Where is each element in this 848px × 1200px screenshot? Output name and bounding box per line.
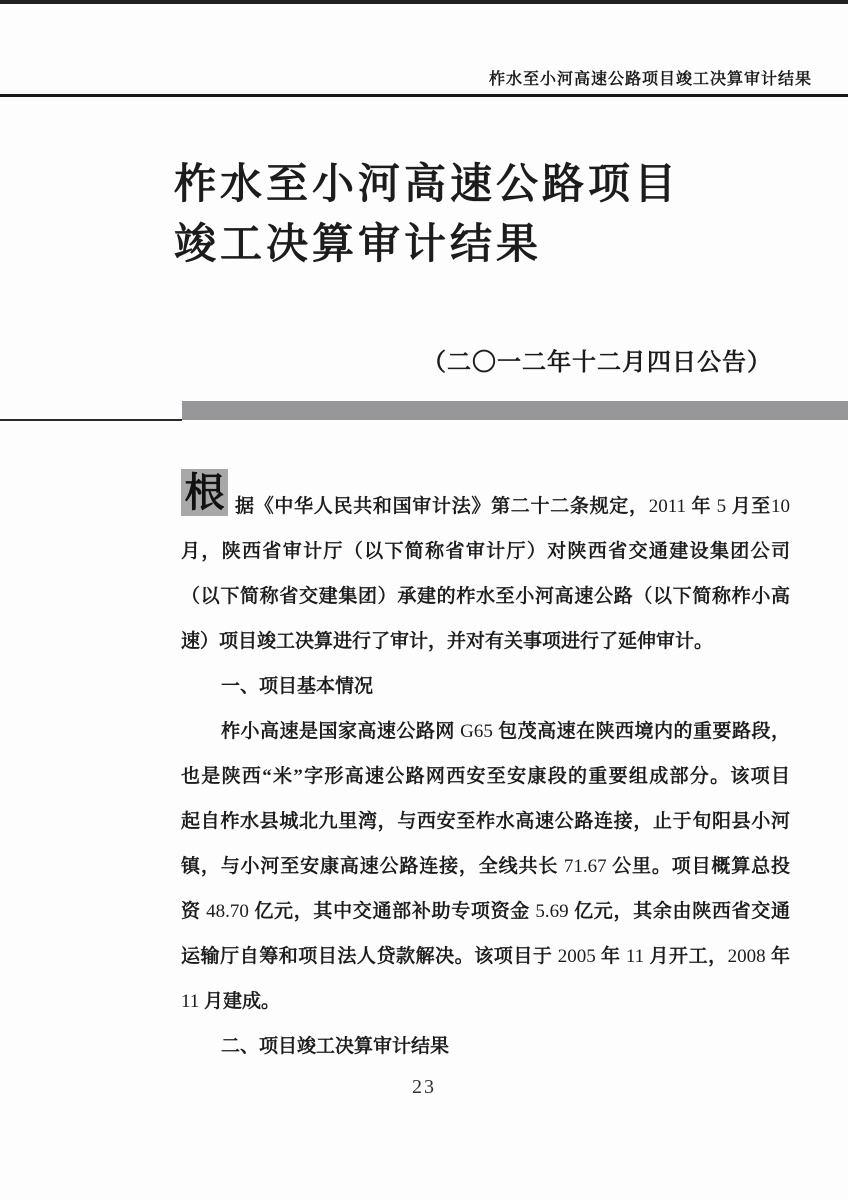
- body-line: （以下简称省交建集团）承建的柞水至小河高速公路（以下简称柞小高: [181, 586, 790, 607]
- drop-cap: 根: [181, 469, 228, 516]
- latin-text: 11: [181, 991, 200, 1012]
- document-title: [174, 155, 680, 275]
- document-title-line2: 竣工决算审计结果: [174, 222, 543, 268]
- latin-text: 71.67: [563, 856, 607, 877]
- body-line: 据《中华人民共和国审计法》第二十二条规定，2011 年 5 月至10: [235, 496, 790, 517]
- body-line: 资 48.70 亿元，其中交通部补助专项资金 5.69 亿元，其余由陕西省交通: [181, 901, 790, 922]
- body-line: 二、项目竣工决算审计结果: [221, 1036, 450, 1057]
- latin-text: 5.69: [535, 901, 569, 922]
- body-line: 柞小高速是国家高速公路网 G65 包茂高速在陕西境内的重要路段，: [221, 721, 790, 742]
- decorative-gray-band: [182, 401, 848, 420]
- body-line: 起自柞水县城北九里湾，与西安至柞水高速公路连接，止于旬阳县小河: [181, 811, 790, 832]
- body-line: 速）项目竣工决算进行了审计，并对有关事项进行了延伸审计。: [181, 631, 714, 652]
- announcement-date: （二〇一二年十二月四日公告）: [422, 350, 772, 376]
- body-line: 运输厅自筹和项目法人贷款解决。该项目于 2005 年 11 月开工，2008 年: [181, 946, 790, 967]
- latin-text: 11: [625, 946, 645, 967]
- body-line: 11 月建成。: [181, 991, 281, 1012]
- body-lines: [181, 484, 790, 1069]
- running-header-title: 柞水至小河高速公路项目竣工决算审计结果: [488, 71, 812, 88]
- header-rule: [0, 94, 848, 97]
- latin-text: G65: [460, 721, 493, 742]
- document-title-line1: 柞水至小河高速公路项目: [174, 162, 681, 208]
- decorative-thin-rule: [0, 419, 182, 421]
- latin-text: 10: [770, 496, 790, 517]
- latin-text: 2011: [648, 496, 687, 517]
- page-number: 23: [412, 1076, 436, 1098]
- latin-text: 2008: [727, 946, 766, 967]
- body-line: 也是陕西“米”字形高速公路网西安至安康段的重要组成部分。该项目: [181, 766, 790, 787]
- latin-text: 2005: [557, 946, 596, 967]
- page-top-border: [0, 0, 848, 4]
- body-line: 月，陕西省审计厅（以下简称省审计厅）对陕西省交通建设集团公司: [181, 541, 790, 562]
- body-line: 一、项目基本情况: [221, 676, 374, 697]
- body-line: 镇，与小河至安康高速公路连接，全线共长 71.67 公里。项目概算总投: [181, 856, 790, 877]
- latin-text: 48.70: [206, 901, 249, 922]
- latin-text: 5: [716, 496, 727, 517]
